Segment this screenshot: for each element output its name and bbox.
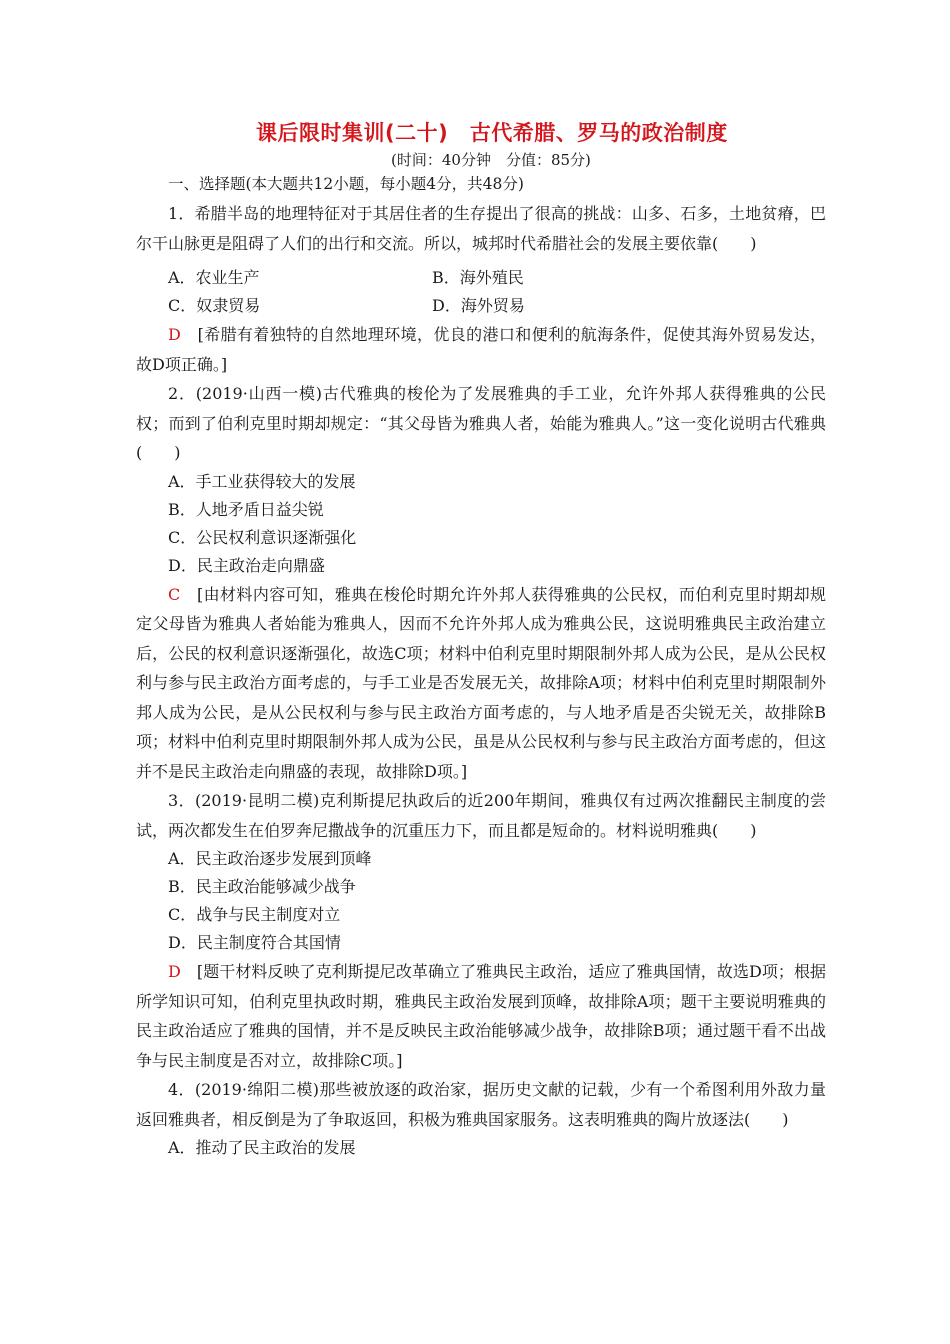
section-heading: 一、选择题(本大题共12小题，每小题4分，共48分) <box>168 175 524 193</box>
option-b: B．海外殖民 <box>432 268 524 287</box>
answer-letter: D <box>168 325 181 344</box>
option-d: D．海外贸易 <box>432 296 525 315</box>
option-d: D．民主制度符合其国情 <box>168 933 341 952</box>
page-subtitle: (时间：40分钟 分值：85分) <box>391 151 591 169</box>
answer-text: [由材料内容可知，雅典在梭伦时期允许外邦人获得雅典的公民权，而伯利克里时期却规定父母皆为雅典人者始能为雅典人，因而不允许外邦人成为雅典公民，这说明雅典民主政治建立后，公民的权利意识逐渐强化，故选C项；材料中伯利克里时期限制外邦人成为公民，是从公民权利与参与民主政治方面考虑的，与手工业是否发展无关，故排除A项；材料中伯利克里时期限制外邦人成为公民，是从公民权利与参与民主政治方面考虑的，与人地矛盾是否尖锐无关，故排除B项；材料中伯利克里时期限制外邦人成为公民，虽是从公民权利与参与民主政治方面考虑的，但这并不是民主政治走向鼎盛的表现，故排除D项。] <box>136 584 826 781</box>
option-b: B．民主政治能够减少战争 <box>168 877 356 896</box>
question-2 <box>136 379 826 786</box>
option-d: D．民主政治走向鼎盛 <box>168 555 325 575</box>
option-c: C．公民权利意识逐渐强化 <box>168 527 357 547</box>
options-row <box>168 264 826 292</box>
answer-text: [希腊有着独特的自然地理环境，优良的港口和便利的航海条件，促使其海外贸易发达，故D项正确。] <box>136 325 826 374</box>
option-a: A．民主政治逐步发展到顶峰 <box>168 849 372 868</box>
answer-explanation <box>136 957 826 1075</box>
answer-letter: D <box>168 962 181 981</box>
question-stem: 2．(2019·山西一模)古代雅典的梭伦为了发展雅典的手工业，允许外邦人获得雅典的公民权；而到了伯利克里时期却规定：“其父母皆为雅典人者，始能为雅典人。”这一变化说明古代雅典( ) <box>136 384 826 462</box>
option-c: C．战争与民主制度对立 <box>168 905 341 924</box>
option-a: A．手工业获得较大的发展 <box>168 471 356 491</box>
document-page <box>136 118 826 1162</box>
question-stem: 3．(2019·昆明二模)克利斯提尼执政后的近200年期间，雅典仅有过两次推翻民主制度的尝试，两次都发生在伯罗奔尼撒战争的沉重压力下，而且都是短命的。材料说明雅典( ) <box>136 791 826 840</box>
answer-letter: C <box>168 584 181 604</box>
answer-text: [题干材料反映了克利斯提尼改革确立了雅典民主政治，适应了雅典国情，故选D项；根据所学知识可知，伯利克里执政时期，雅典民主政治发展到顶峰，故排除A项；题干主要说明雅典的民主政治适应了雅典的国情，并不是反映民主政治能够减少战争，故排除B项；通过题干看不出战争与民主制度是否对立，故排除C项。] <box>136 962 826 1070</box>
option-a: A．推动了民主政治的发展 <box>168 1138 356 1157</box>
option-c: C．奴隶贸易 <box>168 296 261 315</box>
answer-explanation <box>136 580 826 787</box>
question-stem: 4．(2019·绵阳二模)那些被放逐的政治家，据历史文献的记载，少有一个希图利用外敌力量返回雅典者，相反倒是为了争取返回，积极为雅典国家服务。这表明雅典的陶片放逐法( ) <box>136 1080 826 1129</box>
option-b: B．人地矛盾日益尖锐 <box>168 499 324 519</box>
page-title: 课后限时集训(二十) 古代希腊、罗马的政治制度 <box>256 121 728 145</box>
question-4 <box>136 1075 826 1162</box>
question-1 <box>136 199 826 379</box>
question-stem: 1．希腊半岛的地理特征对于其居住者的生存提出了很高的挑战：山多、石多，土地贫瘠，巴尔干山脉更是阻碍了人们的出行和交流。所以，城邦时代希腊社会的发展主要依靠( ) <box>136 204 826 253</box>
options-row <box>168 292 826 320</box>
question-3 <box>136 786 826 1075</box>
option-a: A．农业生产 <box>168 268 260 287</box>
answer-explanation <box>136 320 826 379</box>
